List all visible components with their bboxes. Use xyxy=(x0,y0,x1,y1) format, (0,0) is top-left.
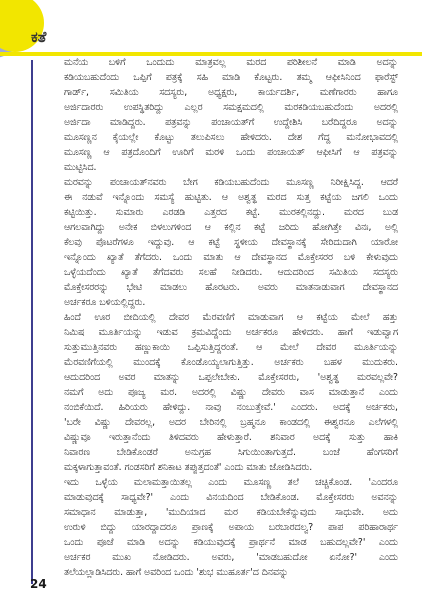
text-line: ಇದು ಒಳ್ಳೆಯ ಮಲಾಮತ್ತಾಯಿತಲ್ಲ ಎಂದು ಮೂಸಣ್ಣ ತಲೆ ಚಚ್ಚಿಕೊಂಡ. 'ಎಂದರೂ xyxy=(64,477,398,488)
text-line: ಕಟ್ಟಿಯಿತ್ತು. ಸುಮಾರು ಎರಡಡಿ ಎತ್ತರದ ಕಟ್ಟೆ. ಮುರಕಲ್ಲಿನದ್ದು. ಮರದ ಬುಡ xyxy=(64,207,398,218)
text-line: ಉರುಳಿ ಬಿದ್ದು ಯಾರದ್ದಾದರೂ ಪ್ರಾಣಕ್ಕೆ ಅಪಾಯ ಬರಬಾರದಲ್ವ? ಪಾಪ ಪರಿಹಾರಾರ್ಥ xyxy=(64,522,398,533)
text-line: ಹಿಂದೆ ಊರ ಬೀದಿಯಲ್ಲಿ ದೇವರ ಮೆರವಣಿಗೆ ಮಾಡುವಾಗ ಆ ಕಟ್ಟೆಯ ಮೇಲೆ ಹತ್ತು xyxy=(64,312,398,323)
text-line: ಅರ್ಜಿದಾ ಮಾಡಿದ್ದರು. ಪತ್ರವನ್ನು ಪಂಚಾಯತ್‌ಗೆ ಉದ್ದೇಶಿಸಿ ಬರೆದಿದ್ದರೂ ಅದನ್ನು xyxy=(64,117,398,128)
text-line: ನಿಮಿಷ ಮೂರ್ತಿಯನ್ನು ಇಡುವ ಕ್ರಮವಿದ್ದೆಂದು ಅರ್ಚಕರೂ ಹೇಳಿದರು. ಹಾಗೆ ಇಡುವ್ವಾಗ xyxy=(64,327,398,338)
text-line: ಆದುದರಿಂದ ಅವರ ಮಾತನ್ನು ಒಪ್ಪಲೇಬೇಕು. ಮೊಕ್ತೇಸರರು, 'ಅಶ್ವತ್ಥ ಮರವಲ್ಲವೇ? xyxy=(64,372,398,383)
text-line: ಕಡಿಯಬಹುದೆಂದು ಒಪ್ಪಿಗೆ ಪತ್ರಕ್ಕೆ ಸಹಿ ಮಾಡಿ ಕೊಟ್ಟರು. ತಮ್ಮ ಆಫೀಸಿನಿಂದ ಫಾರೆಸ್ಟ್ xyxy=(64,72,398,83)
text-line: ಆಗಲವಾಗಿದ್ದು ಅನೇಕ ಬಿಳಲುಗಳಿಂದ ಆ ಕಲ್ಲಿನ ಕಟ್ಟೆ ಜರಿದು ಹೋಗಿತ್ತೇ ವಿನಃ, ಅಲ್ಲಿ xyxy=(64,222,398,233)
text-line: ಮೊಕ್ತೇಸರರನ್ನು ಭೇಟಿ ಮಾಡಲು ಹೊರಟರು. ಅವರು ಮಾತನಾಡುವಾಗ ದೇವಸ್ಥಾನದ xyxy=(64,282,398,293)
text-line: ಅರ್ಜಿದಾರರು ಉಪಸ್ಥಿತರಿದ್ದು ಎಲ್ಲರ ಸಮಕ್ಷಮದಲ್ಲಿ ಮರಕಡಿಯಬಹುದೆಂದು ಅದರಲ್ಲಿ xyxy=(64,102,398,113)
text-line: ವಿಷ್ಣುವೂ ಇರುತ್ತಾನೆಂದು ತಿಳಿದವರು ಹೇಳುತ್ತಾರೆ. ಶನಿವಾರ ಅದಕ್ಕೆ ಸುತ್ತು ಹಾಕಿ xyxy=(64,432,398,443)
text-line: ಗಾರ್ಡ್, ಸಮಿತಿಯ ಸದಸ್ಯರು, ಅಧ್ಯಕ್ಷರು, ಕಾರ್ಯದರ್ಶಿ, ಮಣೆಗಾರರು ಹಾಗೂ xyxy=(64,87,398,98)
margin-rule xyxy=(31,60,33,584)
text-line: ತಲೆಯಲ್ಲಾಡಿಸಿದರು. ಹಾಗೆ ಅವರಿಂದ ಒಂದು 'ಶುಭ ಮುಹೂರ್ತ'ದ ದಿನವನ್ನು xyxy=(64,567,289,578)
text-line: 'ಬರೇ ವಿಷ್ಣು ದೇವರಲ್ಲ, ಅದರ ಬೇರಿನಲ್ಲಿ ಬ್ರಹ್ಮನೂ ಕಾಂಡದಲ್ಲಿ ಈಶ್ವರನೂ ಎಲೆಗಳಲ್ಲಿ xyxy=(64,417,398,428)
text-line: ಕೆಲವು ಪೊಟರೆಗಳೂ ಇದ್ದುವು. ಆ ಕಟ್ಟೆ ಸ್ಥಳೀಯ ದೇವಸ್ಥಾನಕ್ಕೆ ಸೇರಿದುದಾಗಿ ಯಾರೋ xyxy=(64,237,398,248)
paragraph xyxy=(64,175,398,310)
text-line: ಅರ್ಚಕರ ಮುಖ ನೋಡಿದರು. ಅವರು, 'ಮಾಡಬಹುದೋ ಏನೋ?' ಎಂದು xyxy=(64,552,398,563)
text-line: ಮುಟ್ಟಿಸಿದ. xyxy=(64,162,97,173)
paragraph xyxy=(64,55,398,175)
text-line: ನಿವಾರಣ ಬೇಡಿಕೊಂಡರೆ ಅನುಗ್ರಹ ಸಿಗುಯಿಂತಾಗುತ್ತದೆ. ಬಂಜೆ ಹೆಂಗಸರಿಗೆ xyxy=(64,447,398,458)
text-line: ಸಮಾಧಾನ ಮಾಡುತ್ತಾ, 'ಮುದಿಯಾದ ಮರ ಕಡಿಯಬೇಕೆನ್ನುವುದು ಸಾಧುವೇ. ಅದು xyxy=(64,507,398,518)
text-line: ಮಾಡುವುದಕ್ಕೆ ಸಾಧ್ಯವೇ?' ಎಂದು ವಿನಯದಿಂದ ಬೇಡಿಕೊಂಡ. ಮೊಕ್ತೇಸರರು ಅವನನ್ನು xyxy=(64,492,398,503)
text-line: ಅರ್ಚಕರೂ ಬಳಿಯಲ್ಲಿದ್ದರು. xyxy=(64,297,146,308)
text-line: ಸುತ್ತುಮುತ್ತಿನವರು ಹಣ್ಣುಕಾಯಿ ಒಪ್ಪಿಸುತ್ತಿದ್ದರಂತೆ. ಆ ಮೇಲೆ ದೇವರ ಮೂರ್ತಿಯನ್ನು xyxy=(64,342,398,353)
text-line: ಮೂಸಣ್ಣ ಆ ಪತ್ರದೊಂದಿಗೆ ಊರಿಗೆ ಮರಳಿ ಒಂದು ಪಂಚಾಯತ್ ಆಫೀಸಿಗೆ ಆ ಪತ್ರವನ್ನು xyxy=(64,147,398,158)
text-line: ಇನ್ನೊಂದು ಖ್ಯಾತೆ ತೆಗೆದರು. ಒಂದು ಮಾತು ಆ ದೇವಸ್ಥಾನದ ಮೊಕ್ತೇಸರರ ಬಳಿ ಕೇಳುವುದು xyxy=(64,252,398,263)
text-line: ನಮಗೆ ಅದು ಪೂಜ್ಯ ಮರ. ಅದರಲ್ಲಿ ವಿಷ್ಣು ದೇವರು ವಾಸ ಮಾಡುತ್ತಾನೆ ಎಂದು xyxy=(64,387,398,398)
paragraph xyxy=(64,310,398,475)
text-line: ಒಳ್ಳೆಯದೆಂದು ಖ್ಯಾತೆ ತೆಗೆದವರು ಸಲಹೆ ನೀಡಿದರು. ಆದುದರಿಂದ ಸಮಿತಿಯ ಸದಸ್ಯರು xyxy=(64,267,398,278)
section-title: ಕತೆ xyxy=(31,28,47,46)
text-line: ಮರವನ್ನು ಪಂಚಾಯತ್‌ನವರು ಬೇಗ ಕಡಿಯಬಹುದೆಂದು ಮೂಸಣ್ಣ ನಿರೀಕ್ಷಿಸಿದ್ದ. ಆದರೆ xyxy=(64,177,398,188)
text-line: ಮೆರವಣಿಗೆಯಲ್ಲಿ ಮುಂದಕ್ಕೆ ಕೊಂಡೊಯ್ಯಲಾಗುತ್ತಿತ್ತು. ಅರ್ಚಕರು ಬಹಳ ಮುದುಕರು. xyxy=(64,357,398,368)
paragraph xyxy=(64,475,398,580)
page-number: 24 xyxy=(30,577,47,591)
text-line: ಈ ನಡುವೆ ಇನ್ನೊಂದು ಸಮಸ್ಯೆ ಹುಟ್ಟಿತು. ಆ ಅಶ್ವತ್ಥ ಮರದ ಸುತ್ತ ಕಟ್ಟೆಯ ಜಗಲಿ ಒಂದು xyxy=(64,192,398,203)
text-line: ಒಂದು ಪೂಜೆ ಮಾಡಿ ಅದನ್ನು ಕಡಿಯುವುದಕ್ಕೆ ಪ್ರಾರ್ಥನೆ ಮಾಡ ಬಹುದಲ್ಲವೇ?' ಎಂದು xyxy=(64,537,398,548)
article-body xyxy=(64,55,398,580)
text-line: ಮನೆಯ ಬಳಿಗೆ ಒಂದುದು ಮಾತ್ರವಲ್ಲ ಮರದ ಪರಿಶೀಲನೆ ಮಾಡಿ ಅದನ್ನು xyxy=(64,57,398,68)
text-line: ಮೂಸಣ್ಣನ ಕೈಯಲ್ಲೇ ಕೊಟ್ಟು ತಲುಪಿಸಲು ಹೇಳಿದರು. ದೇಶ ಗೆದ್ದ ಮನೋಭಾವದಲ್ಲಿ xyxy=(64,132,398,143)
text-line: ಮಕ್ಕಳಾಗುತ್ತಾವಂತೆ. ಗಂಡಸರಿಗೆ ಶನಿಕಾಟ ತಪ್ಪುತ್ತದಂತೆ' ಎಂದು ಮಾತು ಜೋಡಿಸಿದರು. xyxy=(64,462,313,473)
text-line: ನಂಬಿಕೆಯಿದೆ. ಹಿರಿಯರು ಹೇಳಿದ್ದು. ನಾವು ನಂಬುತ್ತೇವೆ.' ಎಂದರು. ಅದಕ್ಕೆ ಅರ್ಚಕರು, xyxy=(64,402,398,413)
